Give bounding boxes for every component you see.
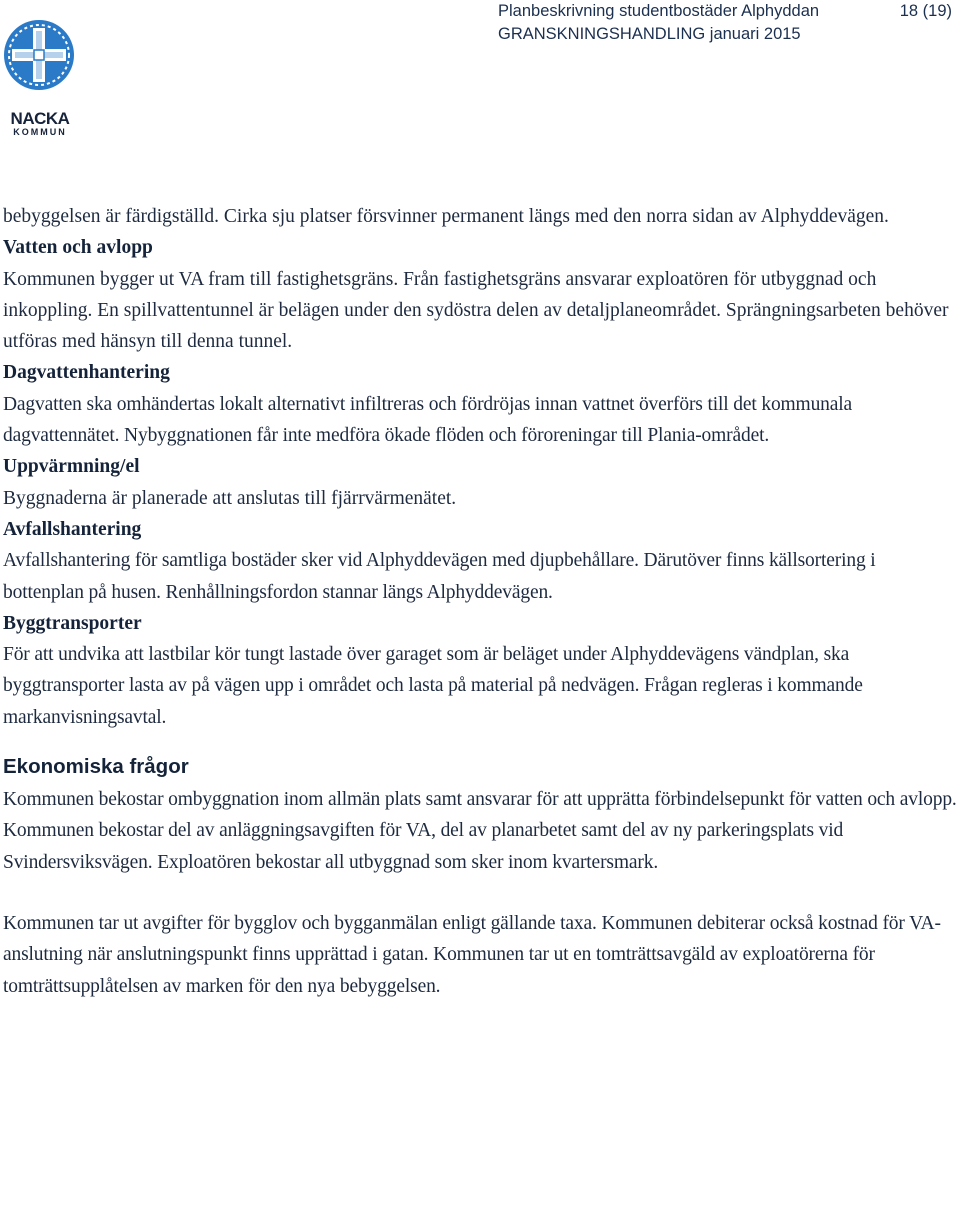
nacka-kommun-logo (2, 18, 76, 137)
intro-paragraph: bebyggelsen är färdigställd. Cirka sju platser försvinner permanent längs med den norra sidan av Alphyddevägen. (3, 206, 889, 227)
logo-line-1: NACKA (10, 109, 70, 128)
page-indicator: 18 (19) (899, 2, 952, 20)
paragraph-dagvattenhantering: Dagvatten ska omhändertas lokalt alternativt infiltreras och fördröjas innan vattnet överförs till det kommunala dagvattennätet. Nybyggnationen får inte medföra ökade flöden och föroreningar till Plania-området. (3, 393, 853, 447)
paragraph-ekonomiska-fragor-1: Kommunen bekostar ombyggnation inom allmän plats samt ansvarar för att upprätta förbindelsepunkt för vatten och avlopp. Kommunen bekostar del av anläggningsavgiften för VA, del av planarbetet samt del av ny parkeringsplats vid Svindersviksvägen. Exploatören bekostar all utbyggnad som sker inom kvartersmark. (3, 789, 957, 873)
document-title: Planbeskrivning studentbostäder Alphyddan (498, 2, 820, 20)
paragraph-avfallshantering: Avfallshantering för samtliga bostäder sker vid Alphyddevägen med djupbehållare. Därutöver finns källsortering i bottenplan på husen. Renhållningsfordon stannar längs Alphyddevägen. (3, 550, 876, 603)
heading-uppvarmning-el: Uppvärmning/el (3, 456, 140, 478)
document-header (498, 0, 819, 46)
document-body (3, 201, 958, 1002)
heading-ekonomiska-fragor: Ekonomiska frågor (3, 755, 189, 779)
paragraph-byggtransporter: För att undvika att lastbilar kör tungt lastade över garaget som är beläget under Alphyddevägens vändplan, ska byggtransporter lasta av på vägen upp i området och lasta på material på nedvägen. Frågan regleras i kommande markanvisningsavtal. (3, 644, 863, 728)
logo-line-2: KOMMUN (13, 127, 67, 137)
logo-wordmark (2, 111, 78, 137)
paragraph-spacer (3, 878, 958, 908)
paragraph-uppvarmning-el: Byggnaderna är planerade att anslutas till fjärrvärmenätet. (3, 487, 457, 509)
paragraph-ekonomiska-fragor-2: Kommunen tar ut avgifter för bygglov och bygganmälan enligt gällande taxa. Kommunen debiterar också kostnad för VA-anslutning när anslutningspunkt finns upprättad i gatan. Kommunen tar ut en tomträttsavgäld av exploatörerna för tomträttsupplåtelsen av marken för den nya bebyggelsen. (3, 912, 941, 997)
heading-dagvattenhantering: Dagvattenhantering (3, 362, 170, 384)
heading-avfallshantering: Avfallshantering (3, 518, 142, 540)
heading-vatten-och-avlopp: Vatten och avlopp (3, 237, 153, 259)
nacka-cross-shield-icon (2, 18, 76, 92)
document-status: GRANSKNINGSHANDLING januari 2015 (498, 25, 801, 43)
paragraph-vatten-och-avlopp: Kommunen bygger ut VA fram till fastighetsgräns. Från fastighetsgräns ansvarar exploatören för utbyggnad och inkoppling. En spillvattentunnel är belägen under den sydöstra delen av detaljplaneområdet. Sprängningsarbeten behöver utföras med hänsyn till denna tunnel. (3, 268, 949, 353)
heading-byggtransporter: Byggtransporter (3, 612, 142, 634)
